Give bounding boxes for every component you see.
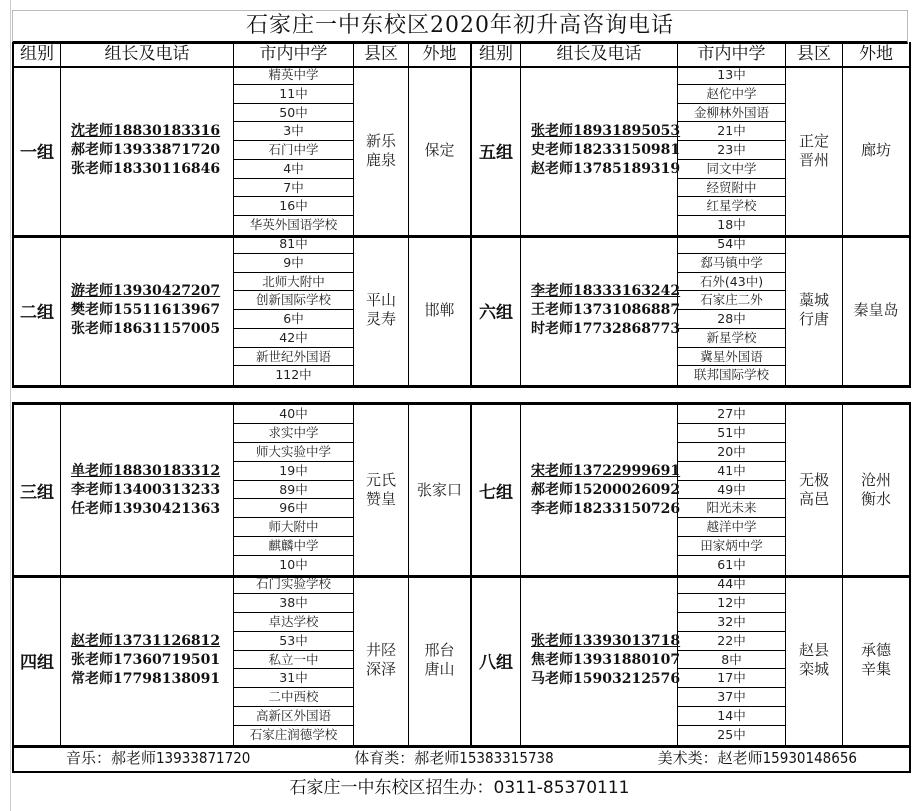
county-districts <box>786 235 843 385</box>
school-item: 阳光未来 <box>678 499 785 518</box>
outside-region-name: 邢台 <box>424 641 455 659</box>
group-label: 八组 <box>472 575 521 745</box>
special-contacts <box>12 745 911 773</box>
school-item: 112中 <box>275 367 312 383</box>
leader-contact: 张老师13393013718 <box>531 632 681 649</box>
outside-region-name: 沧州 <box>860 471 891 489</box>
header-outside: 外地 <box>859 44 893 64</box>
county-name: 高邑 <box>798 490 829 508</box>
leader-contact: 赵老师13785189319 <box>531 161 681 177</box>
school-item: 8中 <box>678 651 785 670</box>
city-schools-list <box>678 235 786 385</box>
county-name: 鹿泉 <box>365 150 396 169</box>
school-item: 89中 <box>234 481 353 500</box>
admissions-office-phone: 石家庄一中东校区招生办：0311-85370111 <box>289 778 630 798</box>
school-item: 28中 <box>678 310 785 329</box>
header-leaders: 组长及电话 <box>61 42 234 66</box>
school-item: 13中 <box>678 66 785 85</box>
school-item: 同文中学 <box>678 160 785 179</box>
group-label: 五组 <box>472 66 521 235</box>
city-schools-list <box>234 66 354 235</box>
group-label: 四组 <box>14 575 61 745</box>
city-schools-list <box>678 575 786 745</box>
county-districts <box>354 405 409 575</box>
school-item: 9中 <box>234 254 353 273</box>
outside-regions <box>843 235 909 385</box>
outside-regions <box>409 235 472 385</box>
group-label: 二组 <box>14 235 61 385</box>
county-name: 行唐 <box>798 310 829 328</box>
school-item: 42中 <box>234 329 353 348</box>
school-item: 31中 <box>234 669 353 688</box>
county-name: 深泽 <box>365 660 396 678</box>
county-name: 无极 <box>798 471 829 489</box>
school-item: 师大附中 <box>234 518 353 537</box>
header-city-schools: 市内中学 <box>234 42 354 66</box>
school-item: 40中 <box>234 405 353 424</box>
outside-region-name: 秦皇岛 <box>853 300 899 319</box>
school-item: 田家炳中学 <box>678 537 785 556</box>
leader-contact: 李老师18333163242 <box>531 282 681 299</box>
group-leaders <box>61 66 234 235</box>
county-districts <box>786 66 843 235</box>
leader-contact: 史老师18233150981 <box>531 142 681 158</box>
county-name: 藁城 <box>798 291 829 309</box>
group-label: 七组 <box>472 405 521 575</box>
school-item: 郄马镇中学 <box>678 254 785 273</box>
leader-contact: 马老师15903212576 <box>531 670 681 687</box>
group-leaders <box>61 575 234 745</box>
school-item: 创新国际学校 <box>234 291 353 310</box>
school-item: 17中 <box>678 669 785 688</box>
school-item: 61中 <box>717 557 746 572</box>
city-schools-list <box>678 405 786 575</box>
school-item: 精英中学 <box>234 66 353 85</box>
county-name: 井陉 <box>365 641 396 659</box>
county-districts <box>786 405 843 575</box>
school-item: 赵佗中学 <box>678 85 785 104</box>
outside-region-name: 保定 <box>424 141 455 159</box>
school-item: 21中 <box>678 122 785 141</box>
school-item: 11中 <box>234 85 353 104</box>
school-item: 4中 <box>234 160 353 179</box>
outside-region-name: 廊坊 <box>860 141 891 159</box>
outside-regions <box>843 575 909 745</box>
outside-regions <box>843 405 909 575</box>
art-contact: 美术类：赵老师15930148656 <box>657 749 858 767</box>
school-item: 49中 <box>678 481 785 500</box>
leader-contact: 张老师18631157005 <box>71 320 221 337</box>
school-item: 12中 <box>678 594 785 613</box>
leader-contact: 郝老师15200026092 <box>531 481 681 498</box>
school-item: 10中 <box>279 557 308 572</box>
header-group: 组别 <box>14 42 61 66</box>
group-block-row <box>12 66 911 238</box>
city-schools-list <box>678 66 786 235</box>
school-item: 18中 <box>717 217 746 233</box>
group-block-row <box>12 402 911 578</box>
school-item: 石门实验学校 <box>234 575 353 594</box>
school-item: 3中 <box>234 122 353 141</box>
school-item: 44中 <box>678 575 785 594</box>
school-item: 37中 <box>678 688 785 707</box>
leader-contact: 游老师13930427207 <box>71 282 221 299</box>
school-item: 红星学校 <box>678 197 785 216</box>
school-item: 54中 <box>678 235 785 254</box>
school-item: 81中 <box>234 235 353 254</box>
school-item: 石外(43中) <box>678 273 785 292</box>
leader-contact: 李老师13400313233 <box>71 481 221 498</box>
school-item: 冀星外国语 <box>678 348 785 367</box>
school-item: 越洋中学 <box>678 518 785 537</box>
leader-contact: 任老师13930421363 <box>71 500 221 517</box>
school-item: 石家庄润德学校 <box>249 727 338 742</box>
county-name: 灵寿 <box>365 310 396 328</box>
school-item: 16中 <box>234 197 353 216</box>
leader-contact: 沈老师18830183316 <box>71 123 221 139</box>
school-item: 师大实验中学 <box>234 443 353 462</box>
leader-contact: 时老师17732868773 <box>531 320 681 337</box>
school-item: 私立一中 <box>234 651 353 670</box>
header-leaders: 组长及电话 <box>521 42 678 66</box>
school-item: 求实中学 <box>234 424 353 443</box>
school-item: 22中 <box>678 632 785 651</box>
school-item: 51中 <box>678 424 785 443</box>
group-leaders <box>521 575 681 745</box>
table-header <box>12 42 911 68</box>
header-group: 组别 <box>472 42 521 66</box>
school-item: 麒麟中学 <box>234 537 353 556</box>
group-leaders <box>61 405 234 575</box>
leader-contact: 单老师18830183312 <box>71 462 221 479</box>
school-item: 53中 <box>234 632 353 651</box>
group-leaders <box>521 405 681 575</box>
outside-regions <box>409 66 472 235</box>
leader-contact: 樊老师15511613967 <box>71 301 221 318</box>
leader-contact: 王老师13731086887 <box>531 301 681 318</box>
title-bar <box>12 10 908 44</box>
group-leaders <box>521 66 681 235</box>
county-name: 平山 <box>365 291 396 309</box>
county-name: 元氏 <box>365 471 396 489</box>
outside-regions <box>409 405 472 575</box>
spreadsheet-gutter <box>0 0 11 811</box>
county-name: 正定 <box>798 131 829 150</box>
city-schools-list <box>234 405 354 575</box>
school-item: 北师大附中 <box>234 273 353 292</box>
leader-contact: 张老师17360719501 <box>71 651 221 668</box>
school-item: 经贸附中 <box>678 179 785 198</box>
outside-region-name: 邯郸 <box>424 300 455 319</box>
school-item: 华英外国语学校 <box>249 217 338 233</box>
school-item: 6中 <box>234 310 353 329</box>
county-name: 赞皇 <box>365 490 396 508</box>
school-item: 23中 <box>678 141 785 160</box>
school-item: 新星学校 <box>678 329 785 348</box>
school-item: 石门中学 <box>234 141 353 160</box>
music-contact: 音乐：郝老师13933871720 <box>65 749 251 767</box>
header-city-schools: 市内中学 <box>678 42 786 66</box>
school-item: 二中西校 <box>234 688 353 707</box>
leader-contact: 赵老师13731126812 <box>71 632 221 649</box>
school-item: 金柳林外国语 <box>678 104 785 123</box>
school-item: 41中 <box>678 462 785 481</box>
county-districts <box>786 575 843 745</box>
county-districts <box>354 575 409 745</box>
school-item: 联邦国际学校 <box>693 367 769 383</box>
school-item: 27中 <box>678 405 785 424</box>
leader-contact: 张老师18931895053 <box>531 123 681 139</box>
group-label: 三组 <box>14 405 61 575</box>
group-label: 六组 <box>472 235 521 385</box>
city-schools-list <box>234 235 354 385</box>
school-item: 25中 <box>717 727 746 742</box>
leader-contact: 李老师18233150726 <box>531 500 681 517</box>
outside-region-name: 衡水 <box>860 490 891 508</box>
county-name: 栾城 <box>798 660 829 678</box>
school-item: 19中 <box>234 462 353 481</box>
leader-contact: 张老师18330116846 <box>71 161 221 177</box>
outside-regions <box>409 575 472 745</box>
school-item: 50中 <box>234 104 353 123</box>
county-name: 新乐 <box>365 131 396 150</box>
school-item: 96中 <box>234 499 353 518</box>
outside-region-name: 承德 <box>860 641 891 659</box>
county-districts <box>354 66 409 235</box>
school-item: 卓达学校 <box>234 613 353 632</box>
county-name: 晋州 <box>798 150 829 169</box>
leader-contact: 常老师17798138091 <box>71 670 221 687</box>
leader-contact: 宋老师13722999691 <box>531 462 681 479</box>
group-leaders <box>61 235 234 385</box>
group-block-row <box>12 235 911 388</box>
school-item: 石家庄二外 <box>678 291 785 310</box>
county-name: 赵县 <box>798 641 829 659</box>
outside-region-name: 辛集 <box>860 660 891 678</box>
header-county: 县区 <box>354 42 409 66</box>
outside-region-name: 唐山 <box>424 660 455 678</box>
county-districts <box>354 235 409 385</box>
outside-region-name: 张家口 <box>416 480 462 499</box>
header-outside: 外地 <box>409 42 472 66</box>
sports-contact: 体育类：郝老师15383315738 <box>354 749 554 767</box>
leader-contact: 焦老师13931880107 <box>531 651 681 668</box>
school-item: 新世纪外国语 <box>234 348 353 367</box>
city-schools-list <box>234 575 354 745</box>
group-leaders <box>521 235 681 385</box>
school-item: 高新区外国语 <box>234 707 353 726</box>
school-item: 14中 <box>678 707 785 726</box>
page-title: 石家庄一中东校区2020年初升高咨询电话 <box>12 10 908 44</box>
outside-regions <box>843 66 909 235</box>
school-item: 7中 <box>234 179 353 198</box>
header-county: 县区 <box>786 42 843 66</box>
school-item: 32中 <box>678 613 785 632</box>
school-item: 20中 <box>678 443 785 462</box>
leader-contact: 郝老师13933871720 <box>71 142 221 158</box>
school-item: 38中 <box>234 594 353 613</box>
group-label: 一组 <box>14 66 61 235</box>
group-block-row <box>12 575 911 748</box>
